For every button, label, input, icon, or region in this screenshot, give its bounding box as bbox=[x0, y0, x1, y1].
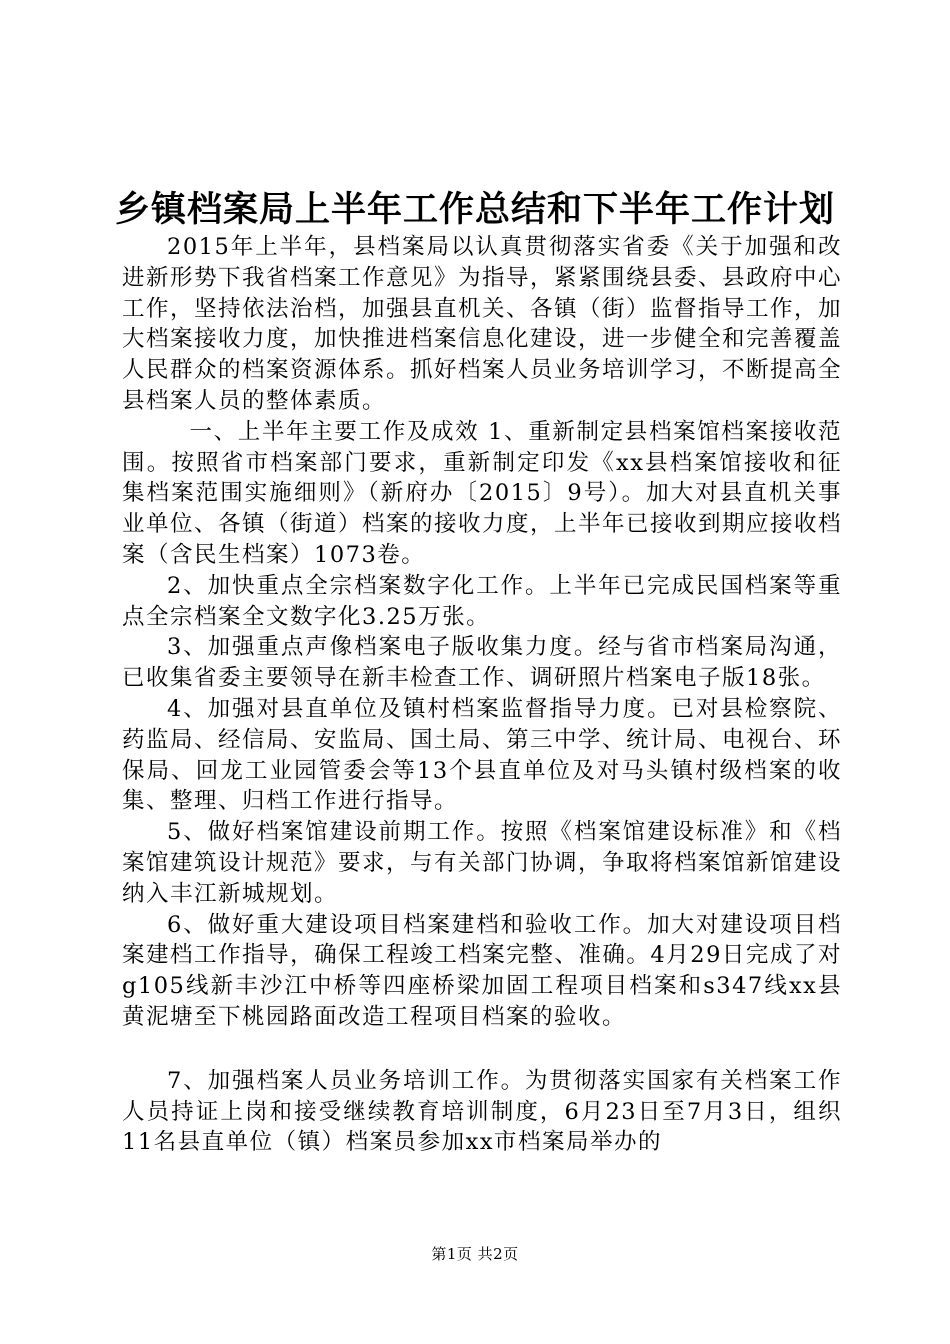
item-6-paragraph: 6、做好重大建设项目档案建档和验收工作。加大对建设项目档案建档工作指导，确保工程竣工档案完整、准确。4月29日完成了对g105线新丰沙江中桥等四座桥梁加固工程项目档案和s347线xx县黄泥塘至下桃园路面改造工程项目档案的验收。 bbox=[122, 911, 842, 1030]
item-7-paragraph: 7、加强档案人员业务培训工作。为贯彻落实国家有关档案工作人员持证上岗和接受继续教育培训制度，6月23日至7月3日，组织11名县直单位（镇）档案员参加xx市档案局举办的 bbox=[122, 1067, 842, 1156]
item-3-paragraph: 3、加强重点声像档案电子版收集力度。经与省市档案局沟通，已收集省委主要领导在新丰检查工作、调研照片档案电子版18张。 bbox=[122, 634, 842, 692]
document-body bbox=[122, 232, 842, 1158]
page-number-footer: 第1页 共2页 bbox=[431, 1245, 519, 1263]
section-one-paragraph: 一、上半年主要工作及成效 1、重新制定县档案馆档案接收范围。按照省市档案部门要求，重新制定印发《xx县档案馆接收和征集档案范围实施细则》（新府办〔2015〕9号）。加大对县直机关事业单位、各镇（街道）档案的接收力度，上半年已接收到期应接收档案（含民生档案）1073卷。 bbox=[122, 418, 843, 568]
intro-paragraph: 2015年上半年，县档案局以认真贯彻落实省委《关于加强和改进新形势下我省档案工作意见》为指导，紧紧围绕县委、县政府中心工作，坚持依法治档，加强县直机关、各镇（街）监督指导工作，加大档案接收力度，加快推进档案信息化建设，进一步健全和完善覆盖人民群众的档案资源体系。抓好档案人员业务培训学习，不断提高全县档案人员的整体素质。 bbox=[122, 234, 843, 414]
document-title: 乡镇档案局上半年工作总结和下半年工作计划 bbox=[114, 190, 835, 230]
item-4-paragraph: 4、加强对县直单位及镇村档案监督指导力度。已对县检察院、药监局、经信局、安监局、国土局、第三中学、统计局、电视台、环保局、回龙工业园管委会等13个县直单位及对马头镇村级档案的收集、整理、归档工作进行指导。 bbox=[122, 695, 843, 815]
item-2-paragraph: 2、加快重点全宗档案数字化工作。上半年已完成民国档案等重点全宗档案全文数字化3.25万张。 bbox=[122, 572, 842, 630]
item-5-paragraph: 5、做好档案馆建设前期工作。按照《档案馆建设标准》和《档案馆建筑设计规范》要求，与有关部门协调，争取将档案馆新馆建设纳入丰江新城规划。 bbox=[122, 819, 843, 907]
